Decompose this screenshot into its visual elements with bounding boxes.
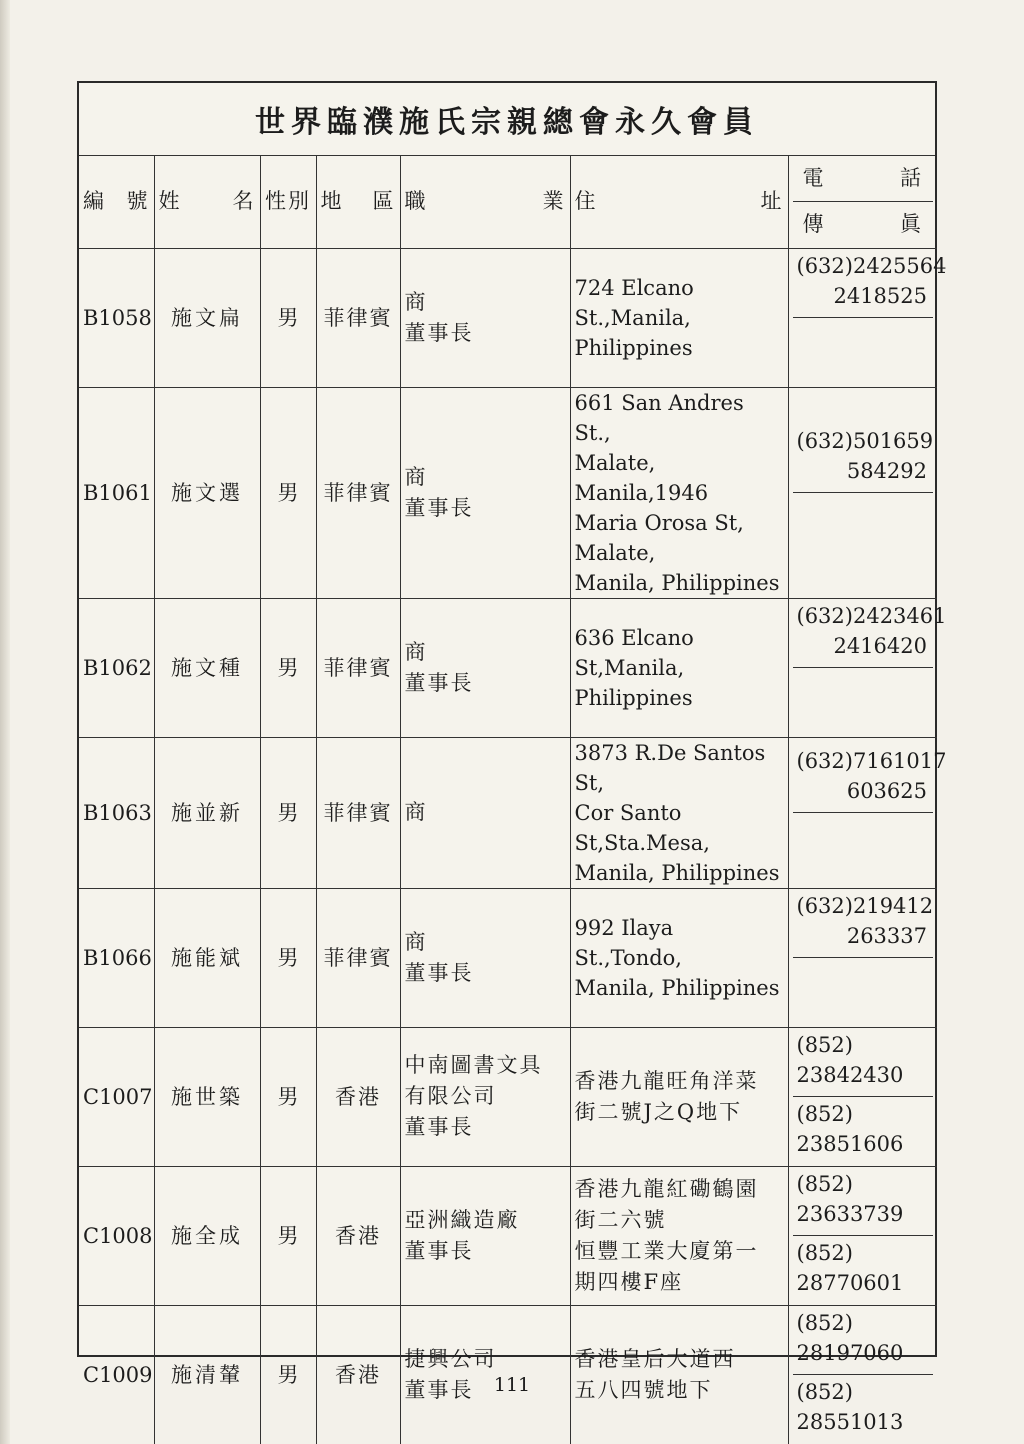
table-header-row — [79, 155, 937, 248]
member-code: B1061 — [79, 387, 154, 598]
member-occupation: 商 董事長 — [400, 598, 570, 737]
member-code: B1066 — [79, 888, 154, 1027]
member-occupation: 亞洲織造廠 董事長 — [400, 1166, 570, 1305]
member-fax: (852) 23851606 — [796, 1101, 904, 1156]
member-phone: (852) 23842430 — [793, 1028, 934, 1097]
member-occupation: 捷興公司 董事長 — [400, 1305, 570, 1444]
member-phone-fax — [788, 888, 937, 1027]
member-occupation: 商 — [400, 737, 570, 888]
header-region: 地 區 — [316, 155, 400, 248]
member-sex: 男 — [260, 1166, 316, 1305]
member-address: 香港九龍旺角洋菜 街二號J之Q地下 — [570, 1027, 788, 1166]
page-number: 111 — [493, 1374, 531, 1396]
member-address: 香港皇后大道西 五八四號地下 — [570, 1305, 788, 1444]
member-address: 3873 R.De Santos St, Cor Santo St,Sta.Mesa, Manila, Philippines — [570, 737, 788, 888]
member-fax — [793, 493, 934, 562]
member-address: 香港九龍紅磡鶴園 街二六號 恒豐工業大廈第一 期四樓F座 — [570, 1166, 788, 1305]
member-region: 香港 — [316, 1027, 400, 1166]
member-region: 香港 — [316, 1305, 400, 1444]
member-phone-fax — [788, 598, 947, 737]
member-phone-fax — [788, 248, 947, 387]
member-fax — [793, 813, 934, 882]
member-fax — [793, 668, 934, 737]
header-name: 姓 名 — [154, 155, 260, 248]
member-code: B1063 — [79, 737, 154, 888]
table-row — [79, 888, 937, 1027]
header-code: 編 號 — [79, 155, 154, 248]
table-row — [79, 598, 937, 737]
member-fax — [793, 958, 934, 1027]
member-code: C1009 — [79, 1305, 154, 1444]
member-sex: 男 — [260, 737, 316, 888]
member-name: 施並新 — [154, 737, 260, 888]
member-region: 菲律賓 — [316, 888, 400, 1027]
member-phone: (632)219412 263337 — [793, 889, 934, 958]
member-code: C1007 — [79, 1027, 154, 1166]
member-phone: (632)2423461 2416420 — [793, 599, 934, 668]
member-occupation: 商 董事長 — [400, 888, 570, 1027]
member-address: 992 Ilaya St.,Tondo, Manila, Philippines — [570, 888, 788, 1027]
page-binding-edge — [0, 0, 10, 1444]
member-region: 菲律賓 — [316, 248, 400, 387]
member-phone: (852) 28197060 — [793, 1306, 934, 1375]
member-sex: 男 — [260, 1027, 316, 1166]
member-sex: 男 — [260, 1305, 316, 1444]
header-sex: 性別 — [260, 155, 316, 248]
member-name: 施能斌 — [154, 888, 260, 1027]
member-address: 724 Elcano St.,Manila, Philippines — [570, 248, 788, 387]
page-title: 世界臨濮施氏宗親總會永久會員 — [79, 83, 935, 156]
table-row — [79, 387, 937, 598]
header-phone: 電 話 — [793, 156, 934, 202]
member-code: C1008 — [79, 1166, 154, 1305]
member-phone-fax — [788, 1166, 937, 1305]
member-phone-fax — [788, 387, 937, 598]
member-phone-fax — [788, 737, 947, 888]
member-sex: 男 — [260, 248, 316, 387]
table-row — [79, 1027, 937, 1166]
table-row — [79, 1166, 937, 1305]
member-phone: (632)2425564 2418525 — [793, 249, 934, 318]
member-name: 施文扁 — [154, 248, 260, 387]
member-name: 施世築 — [154, 1027, 260, 1166]
member-phone-fax — [788, 1027, 937, 1166]
table-row — [79, 248, 937, 387]
member-region: 香港 — [316, 1166, 400, 1305]
member-occupation: 商 董事長 — [400, 248, 570, 387]
member-address: 636 Elcano St,Manila, Philippines — [570, 598, 788, 737]
member-sex: 男 — [260, 387, 316, 598]
member-occupation: 商 董事長 — [400, 387, 570, 598]
header-address: 住 址 — [570, 155, 788, 248]
member-phone: (632)501659 584292 — [793, 424, 934, 493]
member-sex: 男 — [260, 598, 316, 737]
member-sex: 男 — [260, 888, 316, 1027]
member-phone: (852) 23633739 — [793, 1167, 934, 1236]
member-name: 施文種 — [154, 598, 260, 737]
member-table — [79, 155, 947, 1444]
member-address: 661 San Andres St., Malate, Manila,1946 Maria Orosa St, Malate, Manila, Philippines — [570, 387, 788, 598]
header-phone-fax — [788, 155, 937, 248]
member-fax — [793, 318, 934, 387]
member-name: 施全成 — [154, 1166, 260, 1305]
member-region: 菲律賓 — [316, 598, 400, 737]
member-region: 菲律賓 — [316, 387, 400, 598]
member-fax: (852) 28551013 — [796, 1379, 904, 1434]
header-job: 職 業 — [400, 155, 570, 248]
member-name: 施清輦 — [154, 1305, 260, 1444]
member-code: B1062 — [79, 598, 154, 737]
member-phone: (632)7161017 603625 — [793, 744, 934, 813]
table-row — [79, 737, 937, 888]
header-fax: 傳 眞 — [802, 212, 923, 237]
member-fax: (852) 28770601 — [796, 1240, 904, 1295]
member-occupation: 中南圖書文具 有限公司 董事長 — [400, 1027, 570, 1166]
member-name: 施文選 — [154, 387, 260, 598]
member-code: B1058 — [79, 248, 154, 387]
member-region: 菲律賓 — [316, 737, 400, 888]
